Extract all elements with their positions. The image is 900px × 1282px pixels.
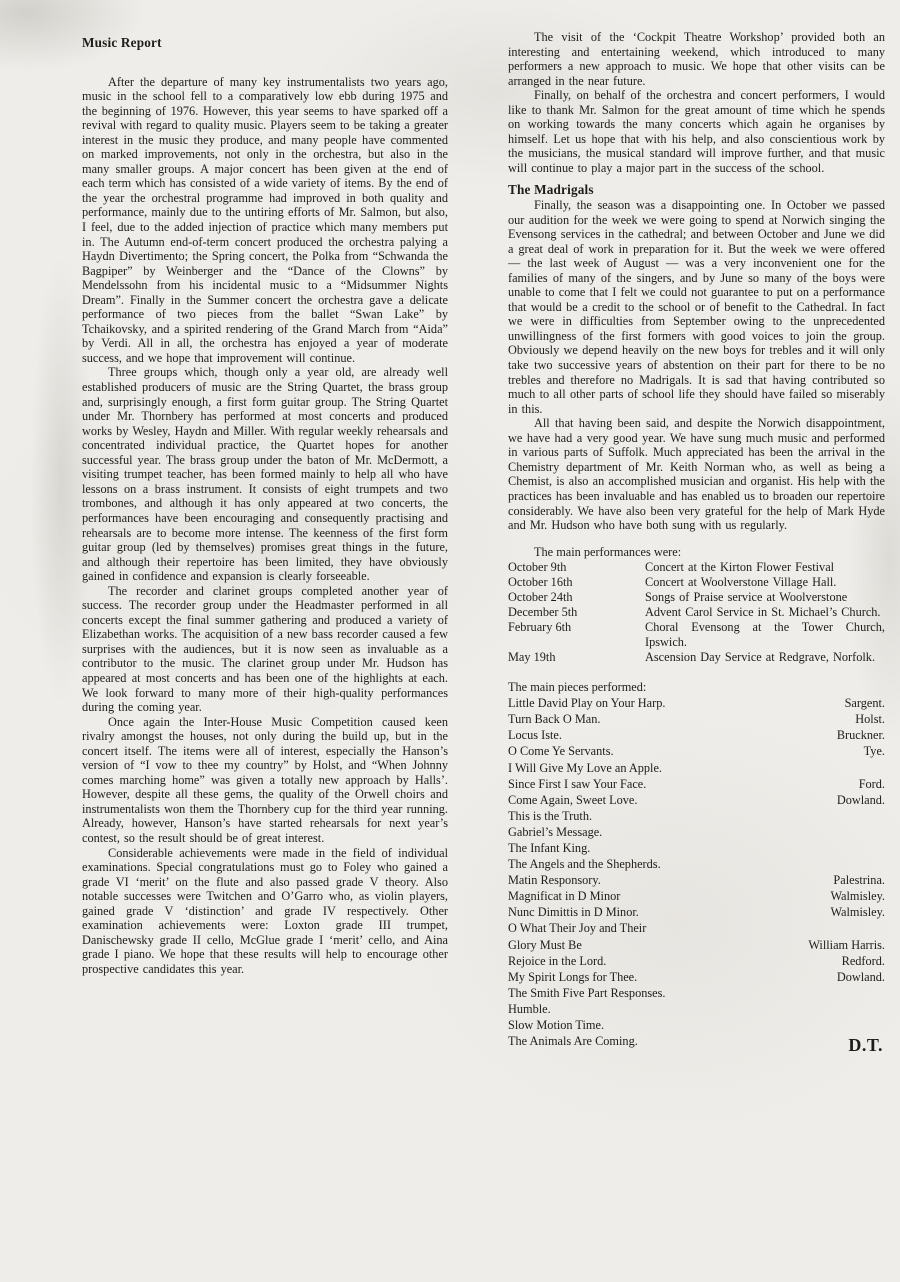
piece-composer: Walmisley. [830, 889, 885, 904]
performance-description: Concert at the Kirton Flower Festival [645, 560, 835, 575]
piece-composer: Redford. [841, 953, 885, 968]
right-column [508, 30, 885, 1055]
performances-rows [508, 560, 885, 665]
piece-title: The Infant King. [508, 840, 591, 855]
piece-title: Little David Play on Your Harp. [508, 696, 666, 711]
piece-row [508, 711, 885, 727]
performance-row [508, 620, 885, 650]
paragraph-individual-examinations: Considerable achievements were made in the field of individual examinations. Special congratulations must go to Foley who gained a grade VI ‘merit’ on the flute and also passed grade V theory. Also notable successes were Twitchen and O’Garro who, as violin players, gained grade V ‘distinction’ and grade IV respectively. Other examination achievements were: Loxton grade III trumpet, Danischewsky grade II cello, McGlue grade I ‘merit’ cello, and Aina grade I piano. We hope that these results will help to encourage other prospective candidates this year. [82, 845, 448, 976]
piece-row [508, 1017, 885, 1033]
piece-row [508, 872, 885, 888]
piece-title: The Smith Five Part Responses. [508, 985, 666, 1000]
pieces-list [508, 679, 885, 1055]
piece-title: Come Again, Sweet Love. [508, 792, 638, 807]
piece-title: Since First I saw Your Face. [508, 776, 647, 791]
paragraph-madrigals-good-year: All that having been said, and despite the Norwich disappointment, we have had a very good year. We have sung much music and performed in various parts of Suffolk. Much appreciated has been the arrival in the Chemistry department of Mr. Keith Norman who, as well as being a Chemist, is also an accomplished musician and organist. His help with the practices has been invaluable and has enabled us to broaden our repertoire considerably. We have also been very grateful for the help of Mark Hyde and Mr. Hudson who have both sung with us regularly. [508, 416, 885, 533]
piece-title: Nunc Dimittis in D Minor. [508, 905, 639, 920]
piece-composer: Ford. [858, 776, 885, 791]
pieces-intro: The main pieces performed: [508, 680, 647, 695]
piece-title: I Will Give My Love an Apple. [508, 760, 662, 775]
piece-title: Slow Motion Time. [508, 1018, 605, 1033]
piece-row [508, 969, 885, 985]
pieces-rows [508, 695, 885, 1049]
piece-row [508, 743, 885, 759]
two-column-layout [82, 30, 885, 1055]
piece-row [508, 808, 885, 824]
performance-row [508, 650, 885, 665]
performance-row [508, 560, 885, 575]
paragraph-orchestra-revival: After the departure of many key instrumentalists two years ago, music in the school fell to a comparatively low ebb during 1975 and the beginning of 1976. However, this year seems to have sparked off a revival with regard to quality music. Players seem to be taking a greater interest in the music they produce, and many people have commented on marked improvements, not only in the orchestra, but also in the many smaller groups. A major concert has been given at the end of each term which has consisted of a wide variety of items. By the end of the year the orchestral programme had improved in both quality and performance, mainly due to the untiring efforts of Mr. Salmon, but also, I feel, due to the added injection of practice which many members put in. The Autumn end-of-term concert produced the orchestra palying a Haydn Divertimento; the Spring concert, the Polka from “Schwanda the Bagpiper” by Weinberger and the “Dance of the Clowns” by Mendelssohn from his incidental music to a “Midsummer Nights Dream”. Finally in the Summer concert the orchestra gave a delicate performance of two pieces from the ballet “Swan Lake” by Tchaikovsky, and a spirited rendering of the Grand March from “Aida” by Verdi. All in all, the orchestra has enjoyed a year of moderate success, and we hope that improvement will continue. [82, 74, 448, 365]
piece-title: This is the Truth. [508, 808, 593, 823]
performance-date: October 16th [508, 575, 573, 590]
piece-title: Magnificat in D Minor [508, 889, 621, 904]
piece-row [508, 953, 885, 969]
piece-title: Turn Back O Man. [508, 712, 601, 727]
performance-date: May 19th [508, 650, 556, 665]
paragraph-thanks-mr-salmon: Finally, on behalf of the orchestra and concert performers, I would like to thank Mr. Salmon for the great amount of time which he spends on working towards the many concerts which again he organises by himself. Let us hope that with his help, and also conscientious work by the musicians, the musical standard will improve further, and that music will continue to play a major part in the success of the school. [508, 88, 885, 175]
piece-composer: Walmisley. [830, 905, 885, 920]
performances-intro: The main performances were: [534, 544, 682, 559]
piece-row [508, 824, 885, 840]
madrigals-heading: The Madrigals [508, 182, 594, 198]
piece-row [508, 1033, 885, 1049]
piece-title: O What Their Joy and Their [508, 921, 647, 936]
piece-row [508, 920, 885, 936]
piece-title: Humble. [508, 1001, 551, 1016]
piece-composer: William Harris. [808, 937, 885, 952]
paragraph-inter-house-competition: Once again the Inter-House Music Competition caused keen rivalry amongst the houses, not only during the build up, but in the concert itself. The items were all of interest, especially the Hanson’s version of “I vow to thee my country” by Holst, and “When Johnny comes marching home” was given a totally new approach by Halls’. However, despite all these gems, the quality of the Orwell choirs and instrumentalists won them the Thornbery cup for the third year running. Already, however, Hanson’s have started rehearsals for next year’s contest, so the result should be of great interest. [82, 714, 448, 845]
piece-row [508, 727, 885, 743]
piece-composer: Bruckner. [836, 728, 885, 743]
paragraph-cockpit-theatre: The visit of the ‘Cockpit Theatre Workshop’ provided both an interesting and entertaining weekend, which introduced to many performers a new approach to music. We hope that other visits can be arranged in the near future. [508, 30, 885, 88]
piece-composer: Palestrina. [833, 873, 885, 888]
piece-row [508, 776, 885, 792]
piece-row [508, 695, 885, 711]
piece-title: My Spirit Longs for Thee. [508, 969, 638, 984]
piece-row [508, 904, 885, 920]
piece-composer: Tye. [863, 744, 885, 759]
performance-date: October 24th [508, 590, 573, 605]
piece-row [508, 888, 885, 904]
piece-title: The Animals Are Coming. [508, 1034, 638, 1049]
piece-title: Locus Iste. [508, 728, 562, 743]
paragraph-madrigals-season: Finally, the season was a disappointing one. In October we passed our audition for the week we were going to spend at Norwich singing the Evensong services in the cathedral; and between October and June we did a great deal of work in preparation for it. But the week we were offered — the last week of August — was a very inconvenient one for the families of many of the singers, and by June so many of the boys were unable to come that I felt we could not guarantee to put on a performance that would be a credit to the school or of benefit to the Cathedral. In fact we were in difficulties from September owing to the unprecedented unwillingness of the first formers with good voices to join the group. Obviously we depend heavily on the new boys for trebles and it will only take two successive years of abstention on their part for there to be no trebles and therefore no Madrigals. It is sad that having contributed so much to all other parts of school life they should have failed so miserably in this. [508, 198, 885, 416]
piece-composer: Sargent. [844, 696, 885, 711]
piece-row [508, 856, 885, 872]
performance-description: Songs of Praise service at Woolverstone [645, 590, 848, 605]
piece-composer: Dowland. [836, 792, 885, 807]
performances-list [508, 545, 885, 666]
performance-description: Ascension Day Service at Redgrave, Norfolk. [645, 650, 876, 665]
piece-title: Matin Responsory. [508, 873, 601, 888]
performance-description: Choral Evensong at the Tower Church, Ipswich. [645, 620, 885, 650]
performance-date: October 9th [508, 560, 567, 575]
performance-row [508, 575, 885, 590]
piece-composer: Dowland. [836, 969, 885, 984]
performance-description: Concert at Woolverstone Village Hall. [645, 575, 837, 590]
paragraph-three-groups: Three groups which, though only a year old, are already well established producers of music are the String Quartet, the brass group and, surprisingly enough, a first form guitar group. The String Quartet under Mr. Thornbery has performed at most concerts and produced works by Wesley, Haydn and Miller. With regular weekly rehearsals and concentrated individual practice, the Quartet hopes for another successful year. The brass group under the baton of Mr. McDermott, a visiting trumpet teacher, has been formed mainly to help all who have lessons on a brass instrument. It consists of eight trumpets and two trombones, and although it has only appeared at two concerts, the performances have been encouraging and consequently practising and rehearsals are to become more intense. The keenness of the first form guitar group (led by themselves) promises great things in the future, and although their repertoire has been limited, they have obviously gained in confidence and expansion is clearly forseeable. [82, 365, 448, 584]
piece-title: Glory Must Be [508, 937, 582, 952]
performance-date: February 6th [508, 620, 572, 635]
performance-date: December 5th [508, 605, 578, 620]
piece-row [508, 1001, 885, 1017]
piece-row [508, 985, 885, 1001]
performance-row [508, 605, 885, 620]
left-column [82, 30, 448, 1049]
piece-title: Rejoice in the Lord. [508, 953, 607, 968]
piece-title: O Come Ye Servants. [508, 744, 614, 759]
piece-row [508, 937, 885, 953]
paragraph-recorder-clarinet: The recorder and clarinet groups completed another year of success. The recorder group under the Headmaster performed in all concerts except the final summer gathering and produced a variety of Elizabethan works. The acquisition of a new bass recorder caused a few surprises with the audiences, but it is now seen as invaluable as a contributor to the music. The clarinet group under Mr. Hudson has appeared at most concerts and has been one of the highlights at each. We look forward to many more of their high-quality performances during the coming year. [82, 583, 448, 715]
piece-row [508, 840, 885, 856]
author-initials: D.T. [848, 1034, 883, 1055]
piece-composer: Holst. [855, 712, 885, 727]
piece-row [508, 792, 885, 808]
piece-row [508, 760, 885, 776]
piece-title: Gabriel’s Message. [508, 824, 603, 839]
piece-title: The Angels and the Shepherds. [508, 857, 661, 872]
music-report-heading: Music Report [82, 35, 162, 50]
performance-row [508, 590, 885, 605]
performance-description: Advent Carol Service in St. Michael’s Church. [645, 605, 881, 620]
